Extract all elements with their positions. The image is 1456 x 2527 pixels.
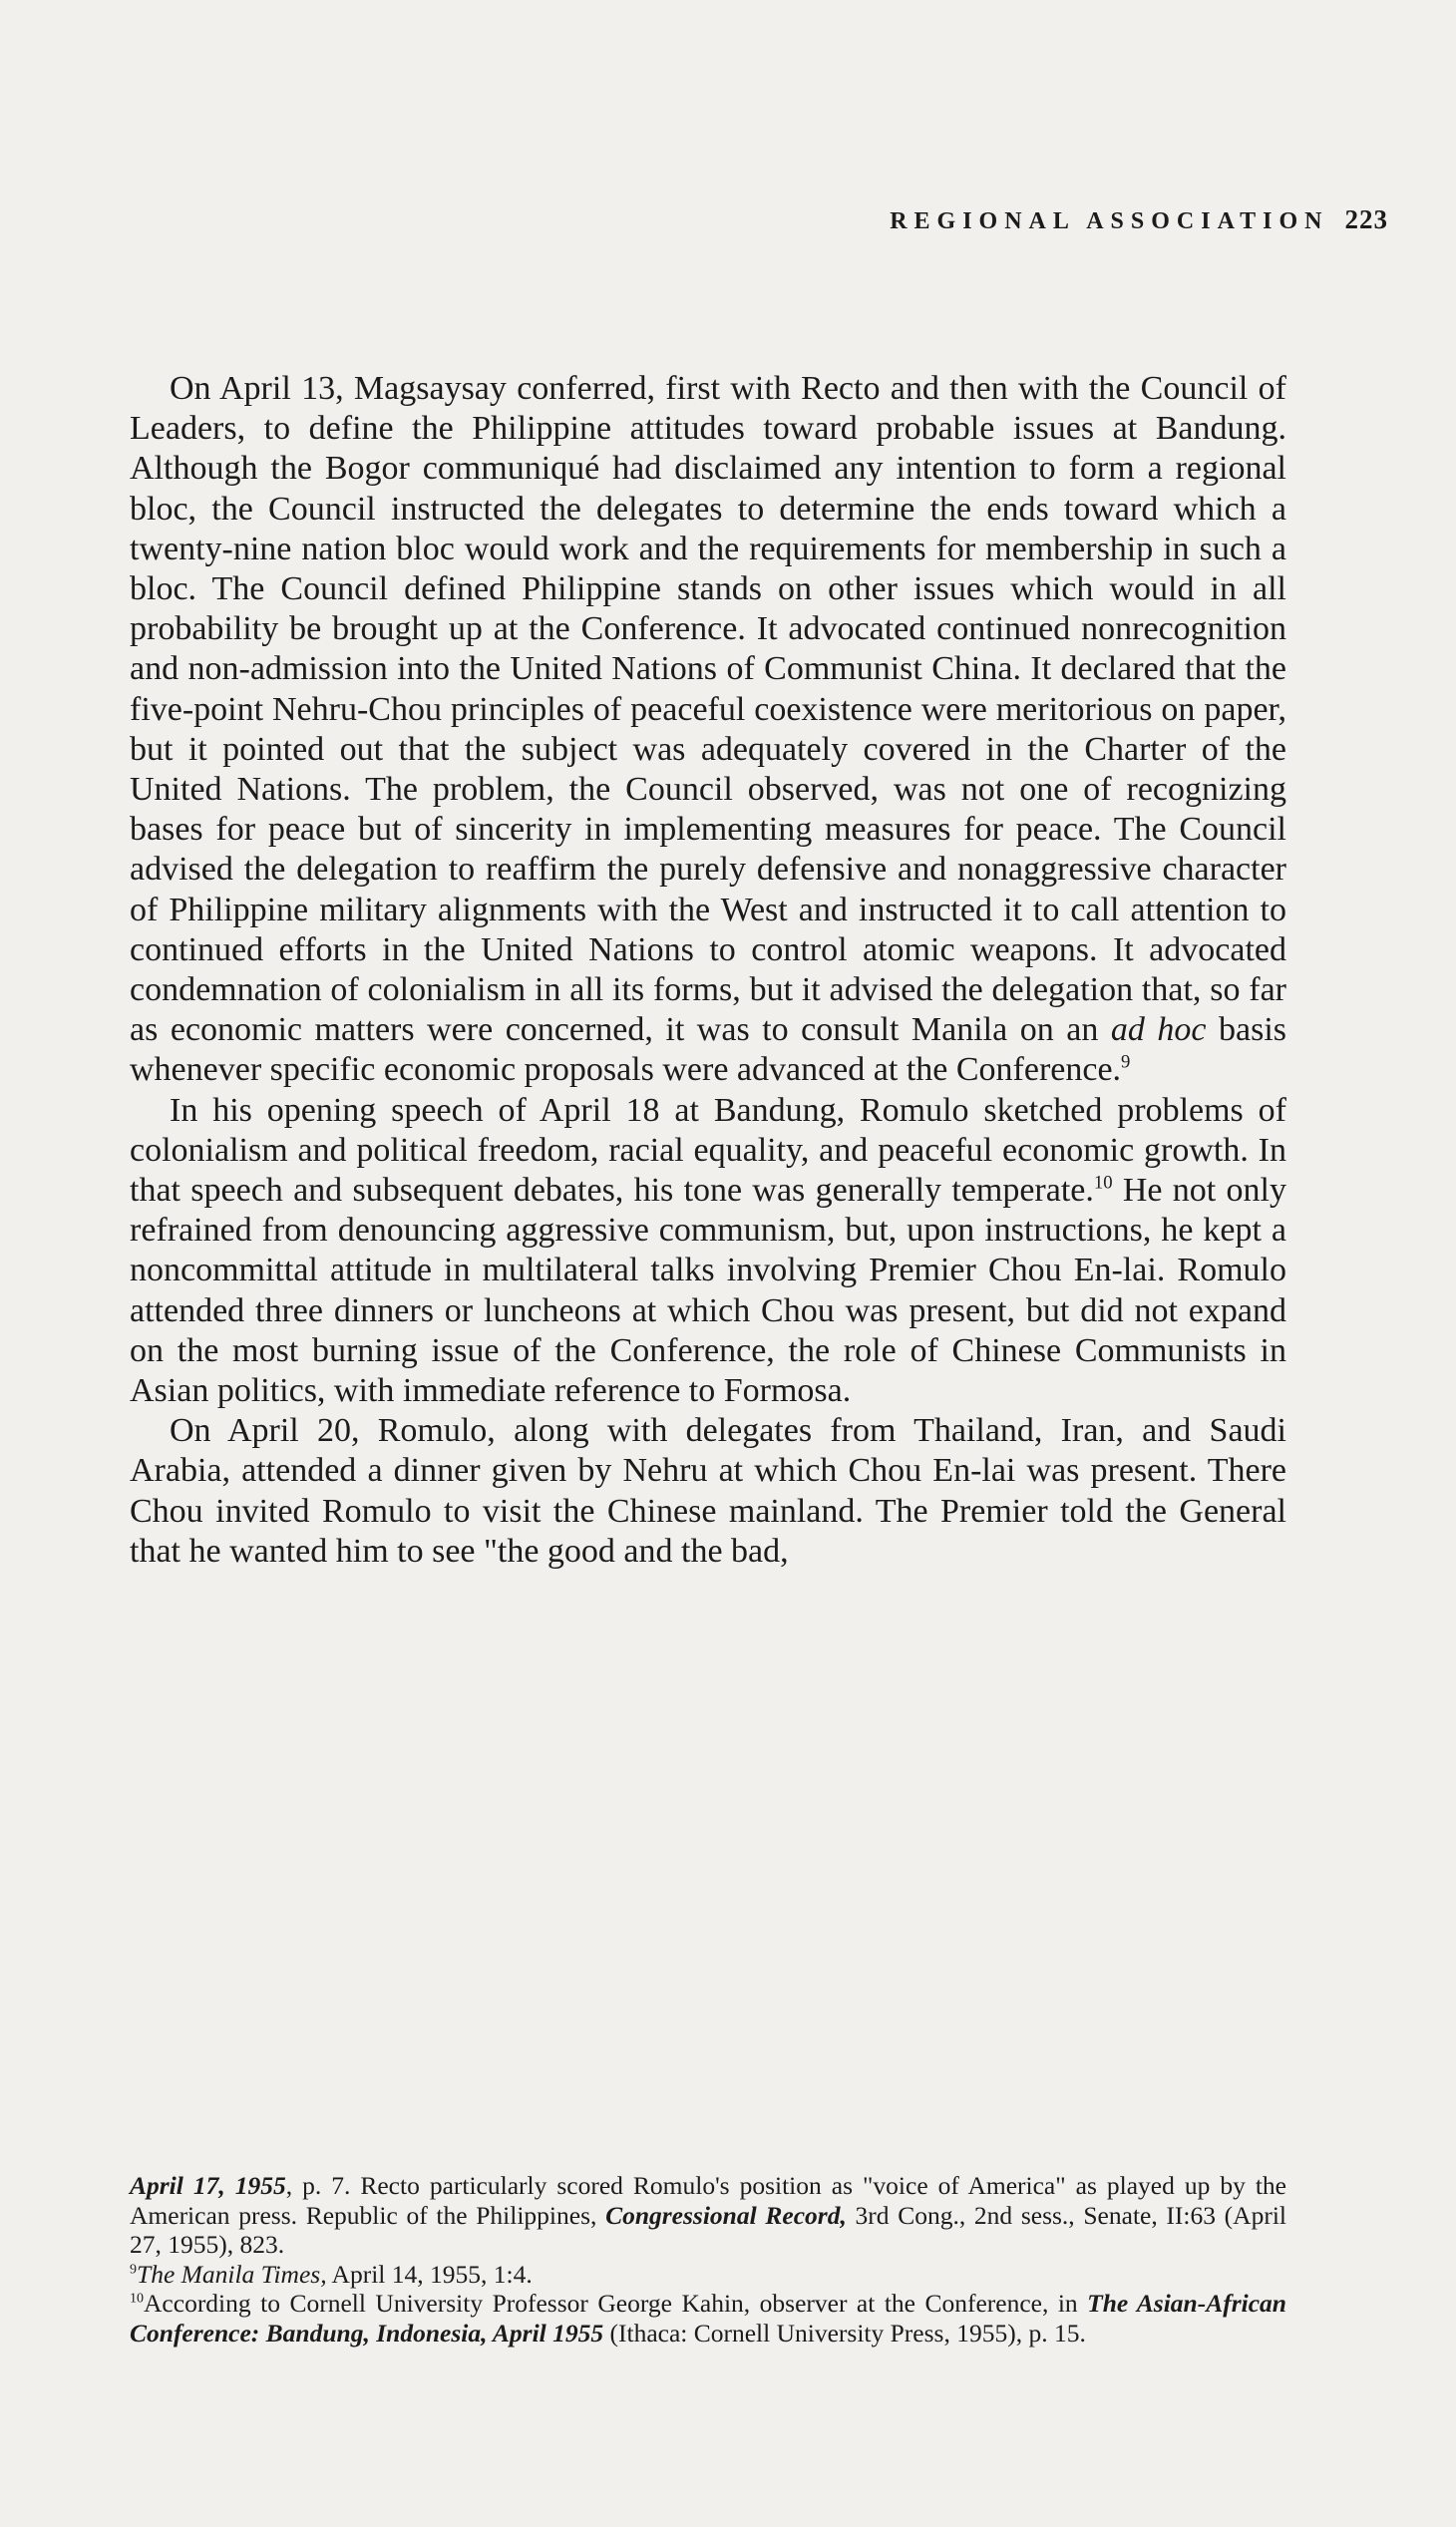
paragraph-1-text: On April 13, Magsaysay conferred, first with Recto and then with the Council of Leaders, to define the Philippine attitudes toward probable issues at Bandung. Although the Bogor communiqué had disclaimed any intention to form a regional bloc, the Council instructed the delegates to determine the ends toward which a twenty-nine nation bloc would work and the requirements for membership in such a bloc. The Council defined Philippine stands on other issues which would in all probability be brought up at the Conference. It advocated continued nonrecognition and non-admission into the United Nations of Communist China. It declared that the five-point Nehru-Chou principles of peaceful coexistence were meritorious on paper, but it pointed out that the subject was adequately covered in the Charter of the United Nations. The problem, the Council observed, was not one of recognizing bases for peace but of sincerity in implementing measures for peace. The Council advised the delegation to reaffirm the purely defensive and nonaggressive character of Philippine military alignments with the West and instructed it to call attention to continued efforts in the United Nations to control atomic weapons. It advocated condemnation of colonialism in all its forms, but it advised the delegation that, so far as economic matters were concerned, it was to consult Manila on an [130, 370, 1286, 1049]
page-number: 223 [1344, 204, 1388, 234]
footnote-continued [130, 2171, 1286, 2260]
paragraph-1-text-end: basis whenever specific economic proposals were advanced at the Conference. [130, 1011, 1287, 1089]
footnote-10-number: 10 [130, 2291, 145, 2307]
footnotes [130, 2171, 1286, 2348]
paragraph-3-text: On April 20, Romulo, along with delegates from Thailand, Iran, and Saudi Arabia, attended a dinner given by Nehru at which Chou En-lai was present. There Chou invited Romulo to visit the Chinese mainland. The Premier told the General that he wanted him to see "the good and the bad, [130, 1412, 1286, 1570]
footnote-10-text-end: (Ithaca: Cornell University Press, 1955), p. 15. [603, 2318, 1086, 2347]
footnote-date: April 17, 1955 [130, 2171, 286, 2200]
footnote-ref-10: 10 [1093, 1172, 1113, 1194]
paragraph-3 [130, 1411, 1286, 1572]
footnote-continued-text: , p. 7. Recto particularly scored Romulo's position as "voice of America" as played up by the American press. Republic of the Philippines, [130, 2171, 1286, 2230]
running-title: REGIONAL ASSOCIATION [890, 208, 1329, 234]
paragraph-1 [130, 369, 1286, 1091]
footnote-ref-9: 9 [1121, 1052, 1131, 1074]
footnote-9-number: 9 [130, 2262, 138, 2278]
paragraph-2 [130, 1091, 1286, 1412]
footnote-9 [130, 2260, 1286, 2290]
ad-hoc-italic: ad hoc [1110, 1011, 1207, 1049]
footnote-continued-text-end: 3rd Cong., 2nd sess., Senate, II:63 (April 27, 1955), 823. [130, 2200, 1286, 2260]
footnote-10-text: According to Cornell University Professor George Kahin, observer at the Conference, in [144, 2289, 1088, 2319]
running-head [60, 204, 1388, 235]
body-text [130, 369, 1286, 1572]
paragraph-2-text: In his opening speech of April 18 at Bandung, Romulo sketched problems of colonialism and political freedom, racial equality, and peaceful economic growth. In that speech and subsequent debates, his tone was generally temperate. [130, 1091, 1286, 1210]
footnote-10 [130, 2289, 1286, 2347]
manila-times-title: The Manila Times, [137, 2259, 327, 2289]
conference-book-title: The Asian-African Conference: Bandung, Indonesia, April 1955 [130, 2289, 1286, 2347]
congressional-record-title: Congressional Record, [605, 2200, 847, 2230]
paragraph-2-text-end: He not only refrained from denouncing aggressive communism, but, upon instructions, he kept a noncommittal attitude in multilateral talks involving Premier Chou En-lai. Romulo attended three dinners or luncheons at which Chou was present, but did not expand on the most burning issue of the Conference, the role of Chinese Communists in Asian politics, with immediate reference to Formosa. [130, 1172, 1286, 1410]
footnote-9-text: April 14, 1955, 1:4. [326, 2259, 533, 2289]
